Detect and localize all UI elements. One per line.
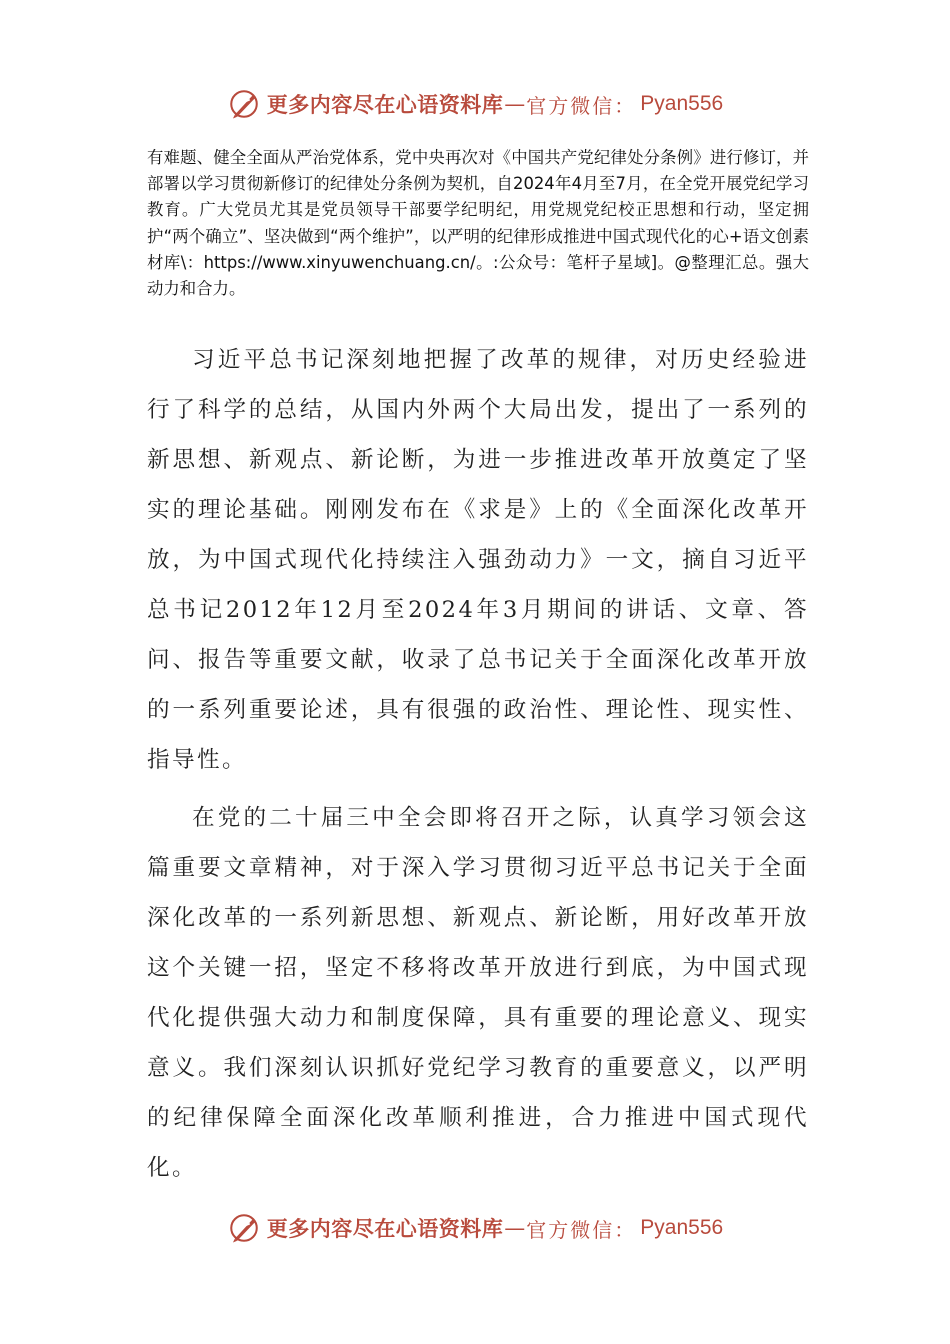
pen-logo-icon: [227, 1211, 261, 1245]
pen-logo-icon: [227, 87, 261, 121]
intro-paragraph: 有难题、健全全面从严治党体系，党中央再次对《中国共产党纪律处分条例》进行修订，并部署以学习贯彻新修订的纪律处分条例为契机，自2024年4月至7月，在全党开展党纪学习教育。广大党员尤其是党员领导干部要学纪明纪，用党规党纪校正思想和行动，坚定拥护“两个确立”、坚决做到“两个维护”，以严明的纪律形成推进中国式现代化的心+语文创素材库\：https://www.xinyuwenchuang.cn/。:公众号：笔杆子星域]。@整理汇总。强大动力和合力。: [147, 148, 809, 299]
banner-main-text: 更多内容尽在心语资料库: [266, 1216, 504, 1241]
banner-wechat-id: Pyan556: [640, 92, 724, 115]
banner-dash: —: [504, 1216, 526, 1240]
banner-wechat-label: 官方微信：: [526, 93, 637, 118]
footer-banner: [0, 1208, 950, 1248]
banner-dash: —: [504, 92, 526, 116]
body-paragraph-1: 习近平总书记深刻地把握了改革的规律，对历史经验进行了科学的总结，从国内外两个大局出发，提出了一系列的新思想、新观点、新论断，为进一步推进改革开放奠定了坚实的理论基础。刚刚发布在《求是》上的《全面深化改革开放，为中国式现代化持续注入强劲动力》一文，摘自习近平总书记2012年12月至2024年3月期间的讲话、文章、答问、报告等重要文献，收录了总书记关于全面深化改革开放的一系列重要论述，具有很强的政治性、理论性、现实性、指导性。: [147, 347, 809, 773]
header-banner: [0, 84, 950, 124]
banner-wechat-id: Pyan556: [640, 1216, 724, 1239]
banner-wechat-label: 官方微信：: [526, 1217, 637, 1242]
body-paragraph-2: 在党的二十届三中全会即将召开之际，认真学习领会这篇重要文章精神，对于深入学习贯彻习近平总书记关于全面深化改革的一系列新思想、新观点、新论断，用好改革开放这个关键一招，坚定不移将改革开放进行到底，为中国式现代化提供强大动力和制度保障，具有重要的理论意义、现实意义。我们深刻认识抓好党纪学习教育的重要意义，以严明的纪律保障全面深化改革顺利推进，合力推进中国式现代化。: [147, 805, 809, 1181]
banner-main-text: 更多内容尽在心语资料库: [266, 92, 504, 117]
